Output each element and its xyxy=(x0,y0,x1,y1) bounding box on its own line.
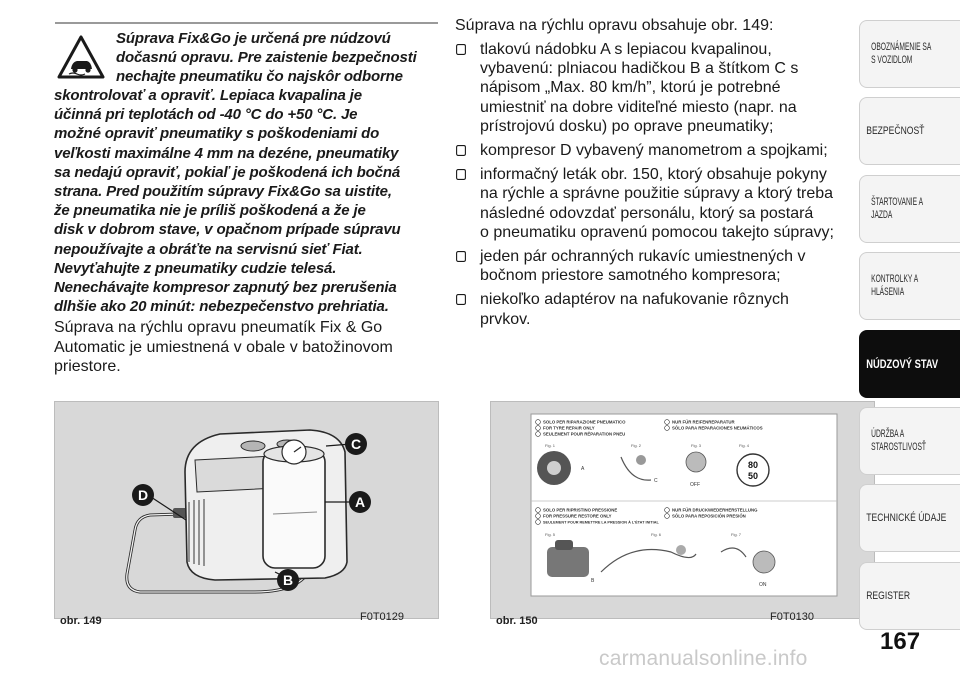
page-number: 167 xyxy=(880,628,921,655)
nav-tab-index[interactable] xyxy=(859,562,960,630)
nav-tab-label: S VOZIDLOM xyxy=(871,54,913,66)
list-item-line: prístrojovú dosku) po oprave pneumatiky; xyxy=(480,117,774,135)
cap-icon xyxy=(686,452,706,472)
list-item-line: nápisom „Max. 80 km/h”, ktorú je potrebné xyxy=(480,79,781,97)
fig-tag: Fig. 4 xyxy=(739,443,750,448)
label-c-bubble xyxy=(345,433,367,455)
list-item-line: bočnom priestore samotného kompresora; xyxy=(480,267,781,285)
list-item xyxy=(455,290,847,328)
leaflet-line: SEULEMENT POUR RÉPARATION PNEU xyxy=(543,431,626,437)
list-item-line: informačný leták obr. 150, ktorý obsahuje pokyny xyxy=(480,166,827,184)
leaflet-line: SEULEMENT POUR REMETTRE LA PRESSION À L'ÉTAT INITIAL xyxy=(543,520,659,525)
square-bullet-icon xyxy=(455,294,467,305)
paragraph-line: priestore. xyxy=(54,358,121,375)
nav-tab-starting-driving[interactable] xyxy=(859,175,960,243)
warning-line: nepoužívajte a obráťte na servisnú sieť Fiat. xyxy=(54,240,363,258)
warning-line: disk v dobrom stave, v opačnom prípade súpravu xyxy=(54,221,401,239)
warning-text-top xyxy=(116,29,441,87)
kit-contents-list xyxy=(455,40,847,334)
warning-line: dlhšie ako 20 minút: nebezpečenstvo prehriatia. xyxy=(54,298,389,316)
warning-line: dočasnú opravu. Pre zaistenie bezpečnosti xyxy=(116,49,417,67)
list-item xyxy=(455,40,847,136)
nav-tab-label: REGISTER xyxy=(866,589,911,602)
warning-top-rule xyxy=(55,22,438,24)
leaflet-line: SOLO PER RIPARAZIONE PNEUMATICO xyxy=(543,419,626,425)
list-item-line: na rýchle a správne použitie súpravy a ktorý treba xyxy=(480,185,834,203)
warning-line: možné opraviť pneumatiky s poškodeniami do xyxy=(54,125,380,143)
watermark: carmanualsonline.info xyxy=(599,647,808,670)
warning-line: nechajte pneumatiku čo najskôr odborne xyxy=(116,68,403,86)
kit-location-paragraph xyxy=(54,318,444,377)
list-item-line: o pneumatiku opravenú pomocou takejto súpravy; xyxy=(480,223,834,241)
figure-149-code: F0T0129 xyxy=(360,611,405,623)
warning-text-body xyxy=(54,86,441,316)
knob-icon xyxy=(753,551,775,573)
square-bullet-icon xyxy=(455,145,467,156)
figure-149-caption: obr. 149 xyxy=(60,615,102,627)
figure-150-caption: obr. 150 xyxy=(496,615,538,627)
warning-line: Nenechávajte kompresor zapnutý bez prerušenia xyxy=(54,279,397,297)
nav-tab-label: STAROSTLIVOSŤ xyxy=(871,441,927,453)
paragraph-line: Súprava na rýchlu opravu pneumatík Fix & Go xyxy=(54,319,383,336)
compressor-pictogram xyxy=(547,547,589,577)
label-a-text: A xyxy=(354,494,366,510)
nav-tab-label: TECHNICKÉ ÚDAJE xyxy=(866,511,947,524)
list-item xyxy=(455,141,847,160)
nav-tab-label: KONTROLKY A xyxy=(871,273,919,285)
label-d-text: D xyxy=(137,487,149,503)
leaflet-line: SÓLO PARA REPARACIONES NEUMÁTICOS xyxy=(672,425,763,431)
nav-tab-technical-data[interactable] xyxy=(859,484,960,552)
figure-150-leaflet xyxy=(490,401,875,619)
nav-tab-label: ÚDRŽBA A xyxy=(871,428,905,440)
warning-line: Súprava Fix&Go je určená pre núdzovú xyxy=(116,30,391,47)
leaflet-line: SOLO PER RIPRISTINO PRESSIONE xyxy=(543,507,618,513)
speed-badge-bottom: 50 xyxy=(747,471,759,481)
warning-car-skid-icon xyxy=(57,34,105,80)
nav-tab-warning-lights[interactable] xyxy=(859,252,960,320)
speed-badge-icon xyxy=(737,454,769,486)
sealant-canister xyxy=(263,450,325,568)
nav-tab-label: OBOZNÁMENIE SA xyxy=(871,41,932,53)
figure-149-compressor xyxy=(54,401,439,619)
warning-line: veľkosti maximálne 4 mm na dezéne, pneumatiky xyxy=(54,144,399,162)
leaflet-line: FOR PRESSURE RESTORE ONLY xyxy=(543,513,612,519)
nav-tab-vehicle-intro[interactable] xyxy=(859,20,960,88)
leaflet-small-label: OFF xyxy=(690,482,700,488)
list-item-line: umiestniť na dobre viditeľné miesto (napr. na xyxy=(480,98,797,116)
nav-tab-label: JAZDA xyxy=(871,209,893,221)
paragraph-line: Automatic je umiestnená v obale v batožinovom xyxy=(54,338,393,356)
label-b-text: B xyxy=(282,572,294,588)
fig-tag: Fig. 3 xyxy=(691,443,702,448)
label-a-bubble xyxy=(349,491,371,513)
warning-line: strana. Pred použitím súpravy Fix&Go sa uistite, xyxy=(54,183,392,201)
nav-tab-safety[interactable] xyxy=(859,97,960,165)
speed-badge-top: 80 xyxy=(747,460,759,470)
nav-tab-label: HLÁSENIA xyxy=(871,286,905,298)
square-bullet-icon xyxy=(455,251,467,262)
nav-tab-label: BEZPEČNOSŤ xyxy=(866,124,925,137)
nav-tab-maintenance[interactable] xyxy=(859,407,960,475)
warning-line: účinná pri teplotách od -40 °C do +50 °C. Je xyxy=(54,106,358,124)
list-item-line: kompresor D vybavený manometrom a spojkami; xyxy=(480,142,828,160)
fig-tag: Fig. 7 xyxy=(731,532,742,537)
fig-tag: Fig. 1 xyxy=(545,443,556,448)
warning-line: že pneumatika nie je príliš poškodená a že je xyxy=(54,202,366,220)
leaflet-small-label: B xyxy=(591,578,595,584)
nav-tab-label: NÚDZOVÝ STAV xyxy=(866,356,939,371)
figure-150-code: F0T0130 xyxy=(770,611,815,623)
leaflet-line: NUR FÜR DRUCKWIEDERHERSTELLUNG xyxy=(672,507,758,513)
leaflet-line: SÓLO PARA REPOSICIÓN PRESIÓN xyxy=(672,513,746,519)
compressor-illustration xyxy=(55,402,439,619)
warning-line: sa nedajú opraviť, pokiaľ je poškodená ich bočná xyxy=(54,163,401,181)
leaflet-illustration xyxy=(491,402,875,619)
nav-tab-emergency[interactable] xyxy=(859,330,960,398)
fig-tag: Fig. 5 xyxy=(545,532,556,537)
list-item-line: vybavenú: plniacou hadičkou B a štítkom C s xyxy=(480,60,799,78)
square-bullet-icon xyxy=(455,44,467,55)
list-item xyxy=(455,247,847,285)
leaflet-line: NUR FÜR REIFENREPARATUR xyxy=(672,419,735,425)
list-item-line: prvkov. xyxy=(480,310,531,328)
square-bullet-icon xyxy=(455,169,467,180)
label-b-bubble xyxy=(277,569,299,591)
fig-tag: Fig. 2 xyxy=(631,443,642,448)
warning-line: skontrolovať a opraviť. Lepiaca kvapalina je xyxy=(54,87,362,104)
list-item-line: následné odovzdať personálu, ktorý sa postará xyxy=(480,204,814,222)
leaflet-line: FOR TYRE REPAIR ONLY xyxy=(543,425,595,431)
list-item-line: jeden pár ochranných rukavíc umiestnených v xyxy=(480,248,806,266)
nav-tab-label: ŠTARTOVANIE A xyxy=(871,196,924,208)
warning-line: Nevyťahujte z pneumatiky cudzie telesá. xyxy=(54,259,337,277)
leaflet-small-label: C xyxy=(654,478,658,484)
list-item-line: tlakovú nádobku A s lepiacou kvapalinou, xyxy=(480,41,772,58)
label-c-text: C xyxy=(350,436,362,452)
leaflet-small-label: A xyxy=(581,466,585,472)
label-d-bubble xyxy=(132,484,154,506)
fig-tag: Fig. 6 xyxy=(651,532,662,537)
list-item xyxy=(455,165,847,242)
list-item-line: niekoľko adaptérov na nafukovanie rôznych xyxy=(480,291,789,309)
kit-contents-intro: Súprava na rýchlu opravu obsahuje obr. 149: xyxy=(455,17,774,34)
leaflet-small-label: ON xyxy=(759,582,767,588)
